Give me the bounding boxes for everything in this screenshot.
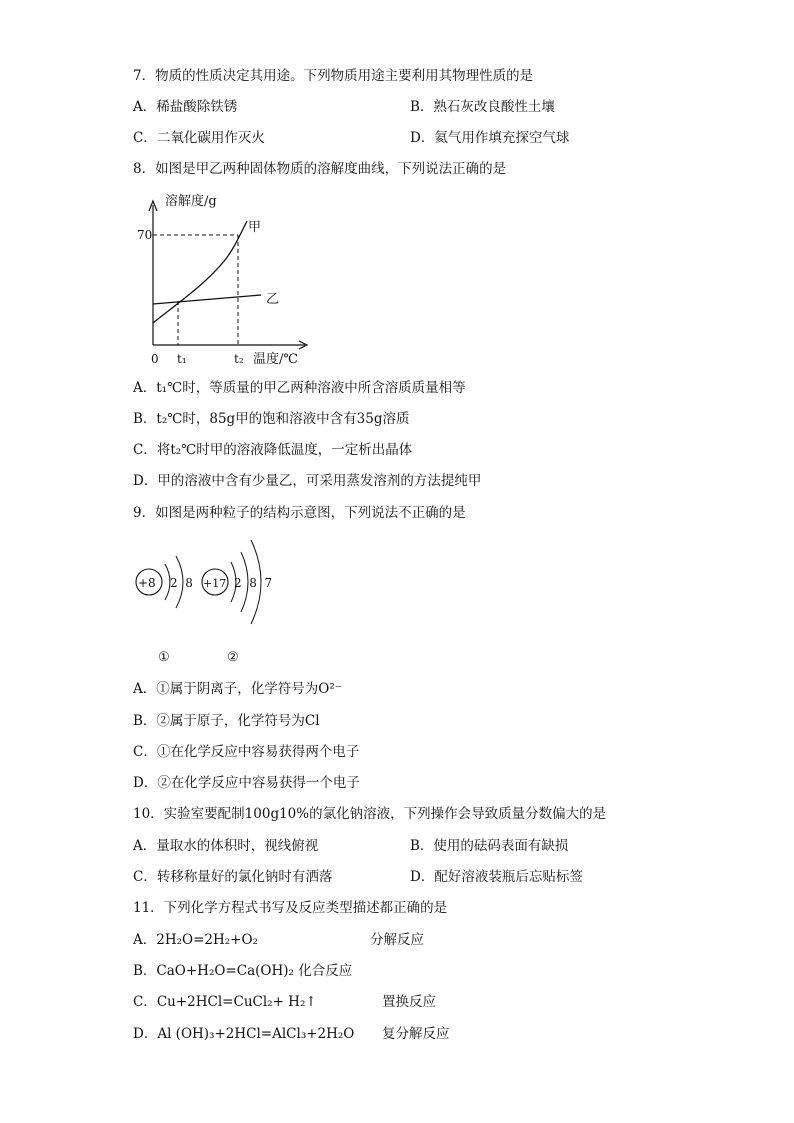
curve-yi-label: 乙 — [266, 292, 280, 307]
q10-option-c: C．转移称量好的氯化钠时有洒落 — [133, 869, 333, 885]
solubility-curve-figure — [135, 185, 315, 370]
q7-option-b: B．熟石灰改良酸性土壤 — [410, 99, 555, 115]
q10-option-b: B．使用的砝码表面有缺损 — [410, 838, 569, 854]
q9-option-d: D．②在化学反应中容易获得一个电子 — [133, 775, 360, 791]
q10-stem: 10．实验室要配制100g10%的氯化钠溶液，下列操作会导致质量分数偏大的是 — [133, 806, 607, 822]
q8-option-a: A．t₁℃时，等质量的甲乙两种溶液中所含溶质质量相等 — [133, 380, 466, 396]
particle-structure-figure — [133, 530, 283, 670]
q10-option-d: D．配好溶液装瓶后忘贴标签 — [410, 869, 583, 885]
q11-option-c-type: 置换反应 — [382, 994, 436, 1010]
q8-stem: 8．如图是甲乙两种固体物质的溶解度曲线，下列说法正确的是 — [133, 161, 507, 177]
particle2-shell-electrons: 2 8 7 — [234, 576, 273, 590]
q9-option-c: C．①在化学反应中容易获得两个电子 — [133, 744, 360, 760]
q7-option-a: A．稀盐酸除铁锈 — [133, 99, 238, 115]
q8-option-c: C．将t₂℃时甲的溶液降低温度，一定析出晶体 — [133, 442, 413, 458]
curve-jia-label: 甲 — [248, 220, 262, 235]
curve-yi — [153, 295, 261, 304]
q11-option-a-equation: A．2H₂O=2H₂+O₂ — [133, 932, 258, 948]
y-tick-70: 70 — [137, 228, 153, 242]
particle1-label: ① — [158, 650, 170, 665]
y-axis-label: 溶解度/g — [165, 194, 217, 209]
origin-label: 0 — [151, 352, 159, 366]
particle2-nucleus-label: +17 — [203, 577, 227, 590]
q8-option-d: D．甲的溶液中含有少量乙，可采用蒸发溶剂的方法提纯甲 — [133, 473, 482, 489]
q11-option-b-equation: B．CaO+H₂O=Ca(OH)₂ 化合反应 — [133, 963, 353, 979]
particle1-nucleus-label: +8 — [138, 576, 156, 590]
q9-stem: 9．如图是两种粒子的结构示意图，下列说法不正确的是 — [133, 505, 466, 521]
q7-option-c: C．二氧化碳用作灭火 — [133, 130, 265, 146]
q11-stem: 11．下列化学方程式书写及反应类型描述都正确的是 — [133, 900, 448, 916]
q7-option-d: D．氦气用作填充探空气球 — [410, 130, 570, 146]
q11-option-d-equation: D．Al (OH)₃+2HCl=AlCl₃+2H₂O — [133, 1026, 355, 1042]
particle2-label: ② — [227, 650, 239, 665]
q7-stem: 7．物质的性质决定其用途。下列物质用途主要利用其物理性质的是 — [133, 68, 534, 84]
q9-option-b: B．②属于原子，化学符号为Cl — [133, 713, 320, 729]
x-axis-label: 温度/℃ — [253, 352, 298, 367]
q11-option-d-type: 复分解反应 — [382, 1026, 450, 1042]
t1-label: t₁ — [177, 352, 187, 366]
q8-option-b: B．t₂℃时，85g甲的饱和溶液中含有35g溶质 — [133, 411, 410, 427]
q10-option-a: A．量取水的体积时，视线俯视 — [133, 838, 319, 854]
q11-option-a-type: 分解反应 — [370, 932, 424, 948]
curve-jia — [153, 221, 247, 323]
q11-option-c-equation: C．Cu+2HCl=CuCl₂+ H₂↑ — [133, 994, 317, 1010]
t2-label: t₂ — [234, 352, 244, 366]
particle1-shell-electrons: 2 8 — [170, 576, 193, 590]
q9-option-a: A．①属于阴离子，化学符号为O²⁻ — [133, 681, 342, 697]
